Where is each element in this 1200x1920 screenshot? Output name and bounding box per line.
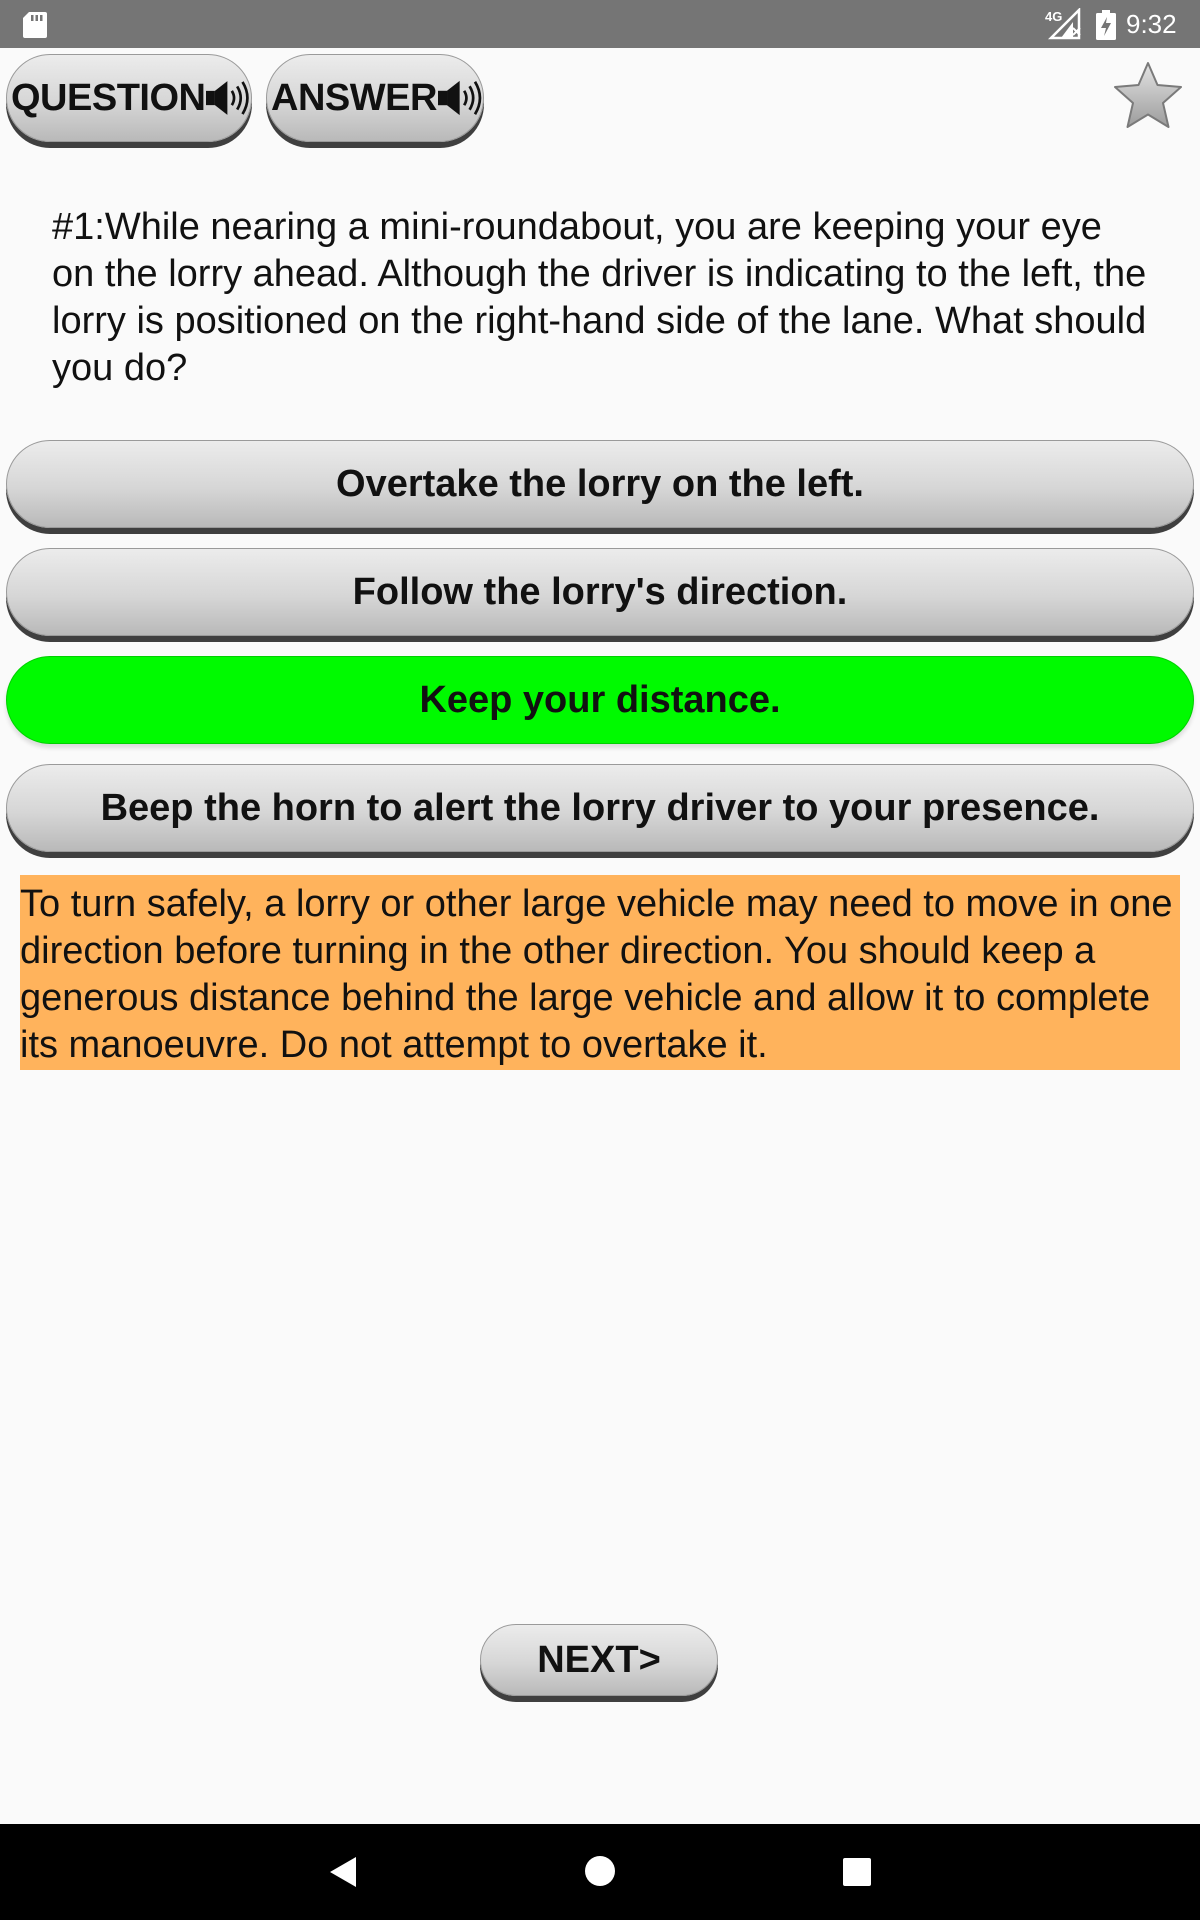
favorite-star-icon[interactable]	[1112, 60, 1184, 132]
signal-icon	[1043, 8, 1081, 40]
question-audio-button[interactable]	[6, 54, 252, 142]
back-icon[interactable]	[328, 1855, 358, 1889]
svg-text:4G: 4G	[1045, 9, 1063, 24]
question-text: #1:While nearing a mini-roundabout, you are keeping your eye on the lorry ahead. Although the driver is indicating to the left, the lorry is positioned on the right-hand side of the lane. What should you do?	[52, 206, 1147, 389]
next-button[interactable]: NEXT>	[480, 1624, 718, 1696]
status-clock: 9:32	[1126, 9, 1177, 39]
recents-icon[interactable]	[842, 1857, 872, 1887]
question-audio-label: QUESTION	[11, 76, 206, 119]
battery-charging-icon	[1096, 10, 1116, 40]
answer-audio-label: ANSWER	[271, 76, 437, 119]
home-icon[interactable]	[584, 1855, 616, 1887]
speaker-icon	[206, 76, 251, 120]
answer-option-3-correct[interactable]: Keep your distance.	[6, 656, 1194, 744]
speaker-icon	[438, 76, 483, 120]
answer-option-2[interactable]: Follow the lorry's direction.	[6, 548, 1194, 636]
sd-card-icon	[23, 12, 47, 38]
answer-audio-button[interactable]	[266, 54, 484, 142]
explanation-panel: To turn safely, a lorry or other large vehicle may need to move in one direction before turning in the other direction. You should keep a generous distance behind the large vehicle and allow it to complete its manoeuvre. Do not attempt to overtake it.	[20, 875, 1180, 1070]
status-bar	[0, 0, 1200, 48]
answer-option-1[interactable]: Overtake the lorry on the left.	[6, 440, 1194, 528]
answer-option-4[interactable]: Beep the horn to alert the lorry driver to your presence.	[6, 764, 1194, 852]
